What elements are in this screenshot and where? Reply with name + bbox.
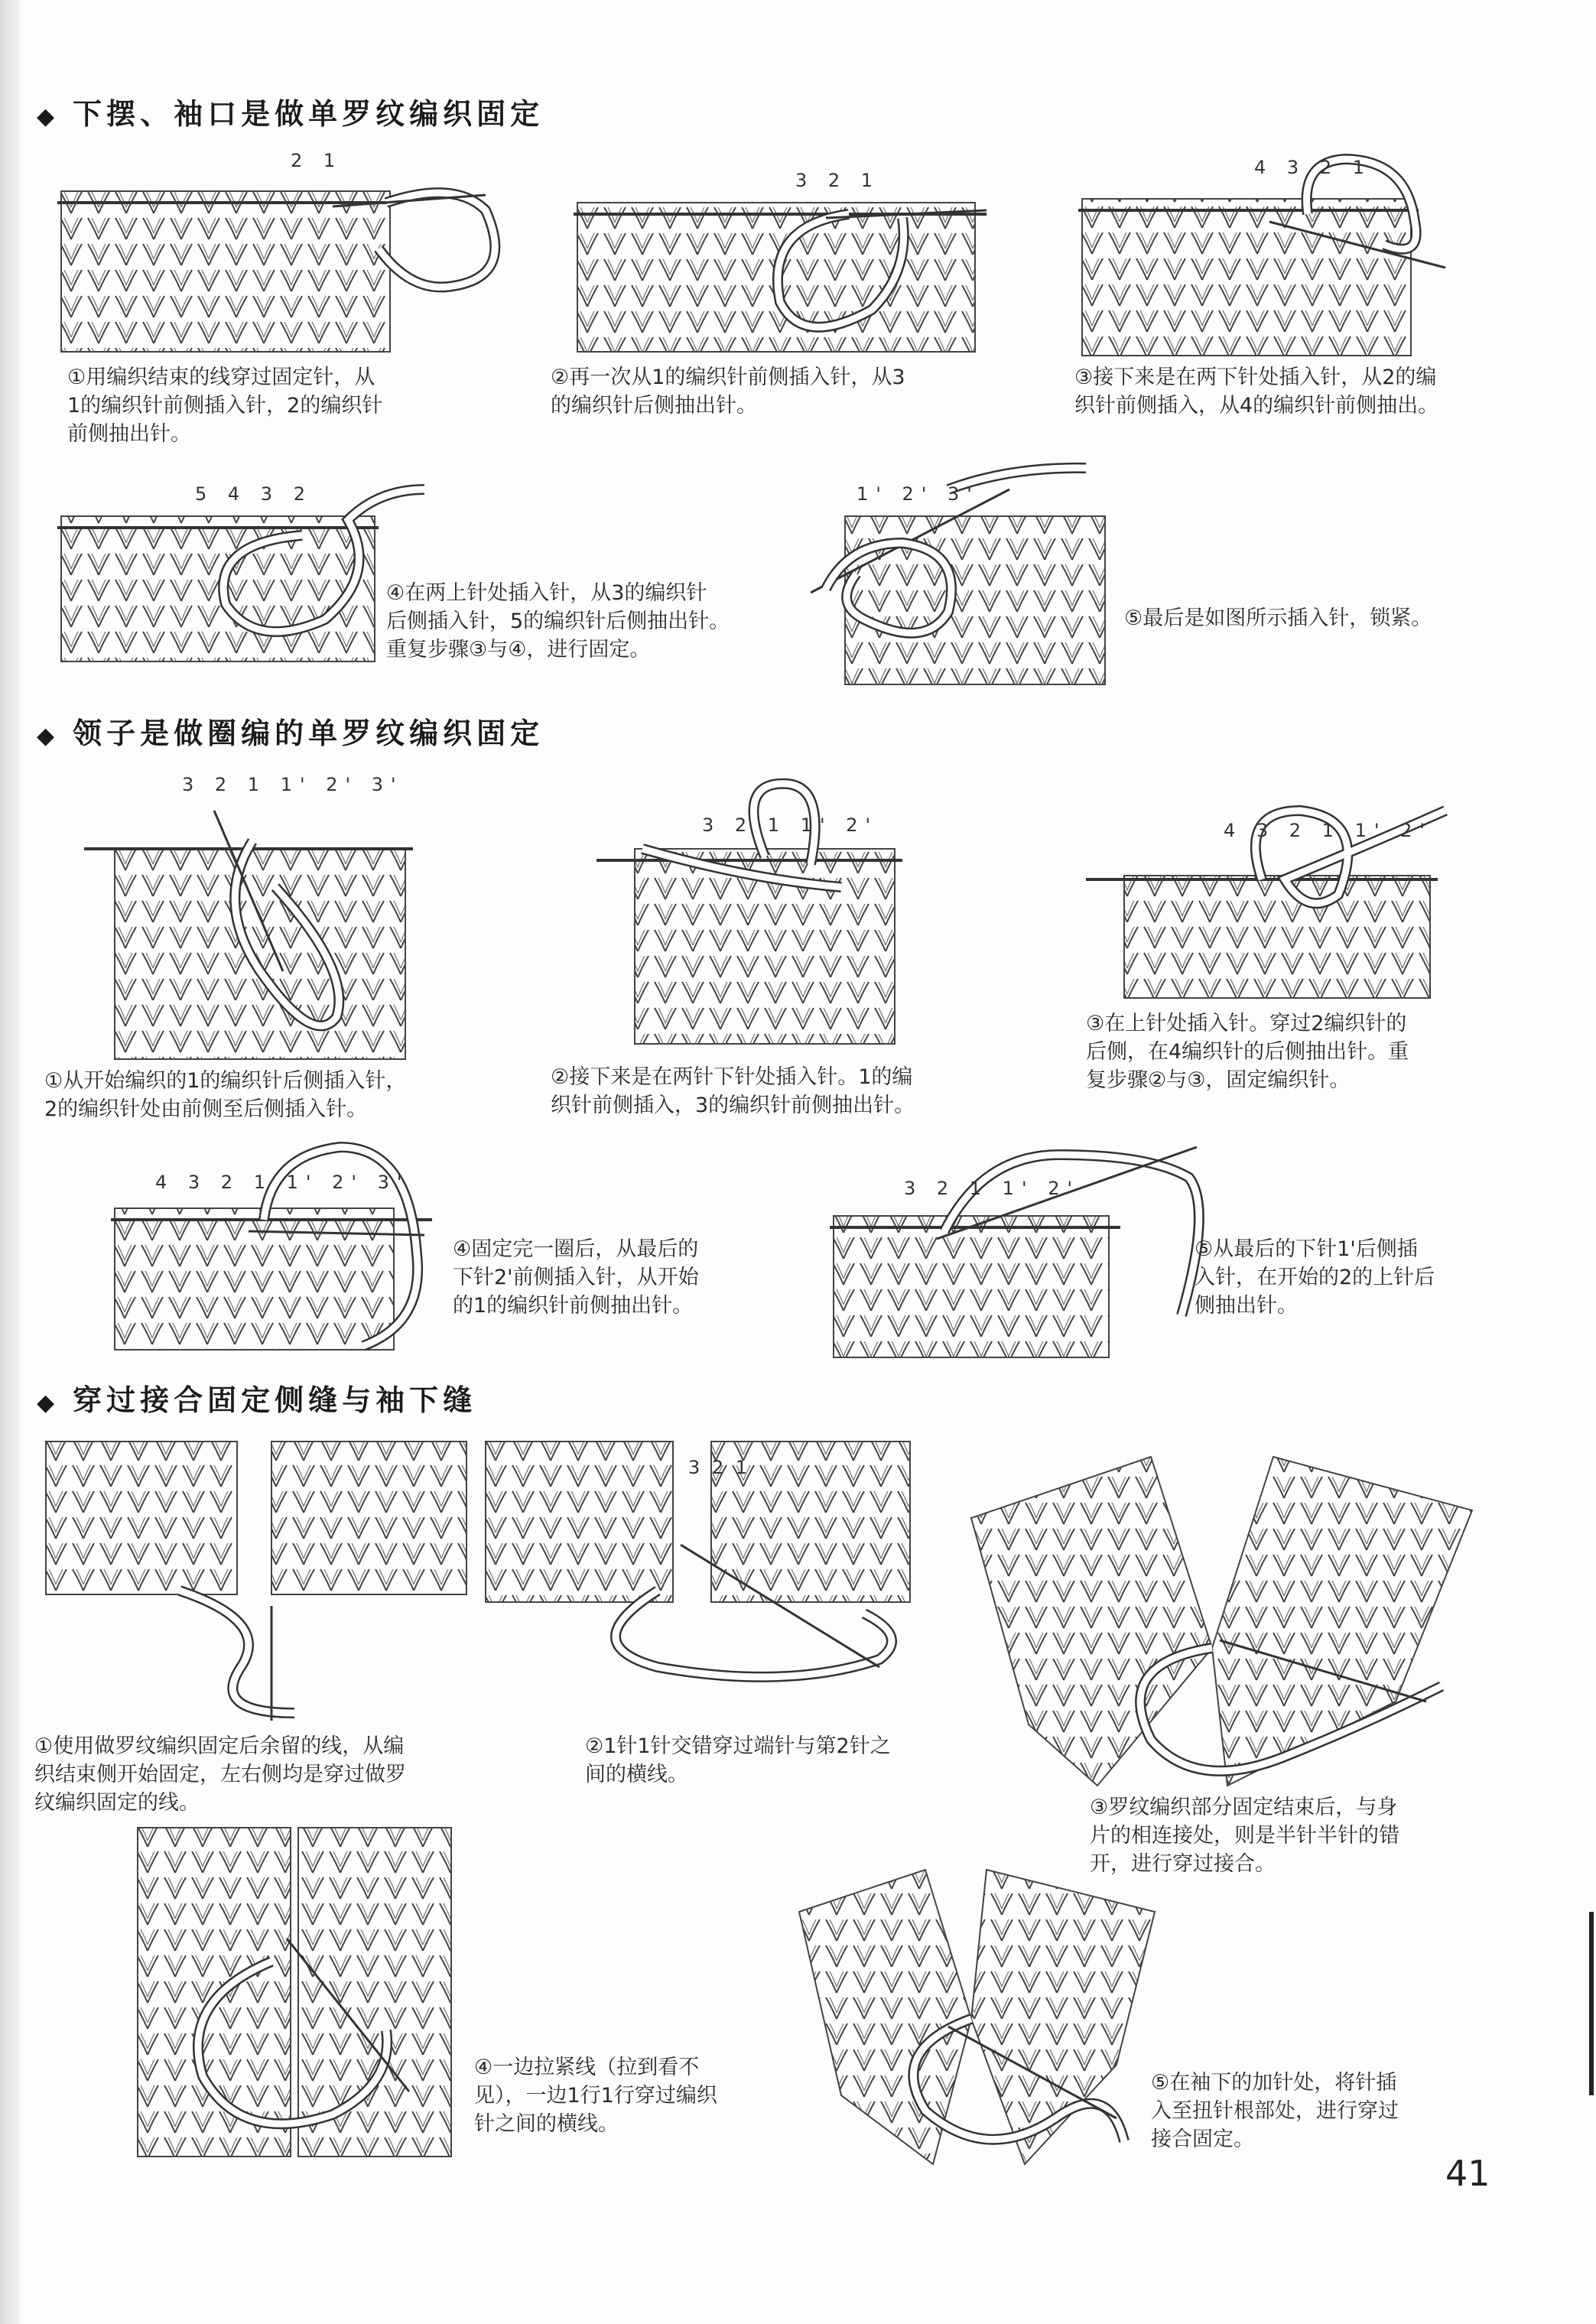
caption-step-3-5: ⑤在袖下的加针处，将针插 入至扭针根部处，进行穿过 接合固定。 (1151, 2071, 1399, 2151)
needle-number-labels: 4 3 2 1 1' 2' 3' (155, 1172, 410, 1193)
caption-step-3-2: ②1针1针交错穿过端针与第2针之 间的横线。 (585, 1734, 891, 1786)
figure-step-2-2 (596, 772, 918, 1048)
caption-step-2-5: ⑤从最后的下针1'后侧插 入针，在开始的2的上针后 侧抽出针。 (1195, 1237, 1435, 1318)
figure-step-1-2 (574, 180, 1002, 356)
diamond-bullet-icon: ◆ (37, 103, 60, 130)
figure-step-2-5 (830, 1132, 1212, 1361)
figure-step-3-3 (967, 1449, 1476, 1793)
figure-step-3-5 (795, 1866, 1162, 2172)
diamond-bullet-icon: ◆ (37, 1390, 60, 1416)
section-title-hem-cuff: ◆ 下摆、袖口是做单罗纹编织固定 (37, 96, 544, 131)
caption-step-1-5: ⑤最后是如图所示插入针，锁紧。 (1124, 606, 1432, 630)
figure-step-2-1 (84, 795, 421, 1063)
caption-step-1-3: ③接下来是在两下针处插入针，从2的编 织针前侧插入，从4的编织针前侧抽出。 (1074, 366, 1439, 418)
needle-number-labels: 4 3 2 1 (1254, 157, 1372, 178)
book-binding-shadow (0, 0, 20, 2324)
needle-number-labels: 3 2 1 1' 2' 3' (182, 774, 404, 795)
needle-number-labels: 1' 2' 3' (857, 483, 980, 505)
figure-step-3-4 (134, 1824, 455, 2160)
caption-step-2-3: ③在上针处插入针。穿过2编织针的 后侧，在4编织针的后侧抽出针。重 复步骤②与③，固定编织针。 (1086, 1012, 1409, 1092)
needle-number-labels: 3 2 1 1' 2' (702, 814, 879, 836)
figure-step-3-1 (42, 1438, 470, 1721)
caption-step-2-2: ②接下来是在两针下针处插入针。1的编 织针前侧插入，3的编织针前侧抽出针。 (551, 1065, 915, 1117)
caption-step-3-4: ④一边拉紧线（拉到看不 见），一边1行1行穿过编织 针之间的横线。 (474, 2056, 717, 2136)
figure-step-1-3 (1078, 153, 1453, 359)
needle-number-labels: 3 2 1 (688, 1457, 751, 1478)
figure-step-1-1 (57, 164, 509, 356)
needle-number-labels: 5 4 3 2 (195, 483, 313, 505)
caption-step-1-4: ④在两上针处插入针，从3的编织针 后侧插入针，5的编织针后侧抽出针。 重复步骤③与④，进行固定。 (386, 581, 730, 661)
needle-number-labels: 2 1 (291, 150, 343, 171)
caption-step-1-2: ②再一次从1的编织针前侧插入针，从3 的编织针后侧抽出针。 (551, 366, 905, 418)
caption-step-2-4: ④固定完一圈后，从最后的 下针2'前侧插入针，从开始 的1的编织针前侧抽出针。 (453, 1237, 699, 1318)
needle-number-labels: 4 3 2 1 1' 2' (1224, 820, 1432, 841)
diamond-bullet-icon: ◆ (37, 723, 60, 749)
needle-number-labels: 3 2 1 (795, 170, 881, 191)
caption-step-3-1: ①使用做罗纹编织固定后余留的线，从编 织结束侧开始固定，左右侧均是穿过做罗 纹编织固定的线。 (34, 1734, 406, 1815)
needle-number-labels: 3 2 1 1' 2' (904, 1178, 1081, 1199)
page-edge-mark (1589, 1912, 1594, 2095)
page-number: 41 (1445, 2153, 1490, 2194)
caption-step-1-1: ①用编织结束的线穿过固定针，从 1的编织针前侧插入针，2的编织针 前侧抽出针。 (67, 366, 383, 446)
section-title-collar: ◆ 领子是做圈编的单罗纹编织固定 (37, 716, 544, 750)
caption-step-3-3: ③罗纹编织部分固定结束后，与身 片的相连接处，则是半针半针的错 开，进行穿过接合。 (1090, 1796, 1399, 1876)
section-title-side-seam: ◆ 穿过接合固定侧缝与袖下缝 (37, 1383, 477, 1417)
caption-step-2-1: ①从开始编织的1的编织针后侧插入针， 2的编织针处由前侧至后侧插入针。 (44, 1069, 407, 1121)
